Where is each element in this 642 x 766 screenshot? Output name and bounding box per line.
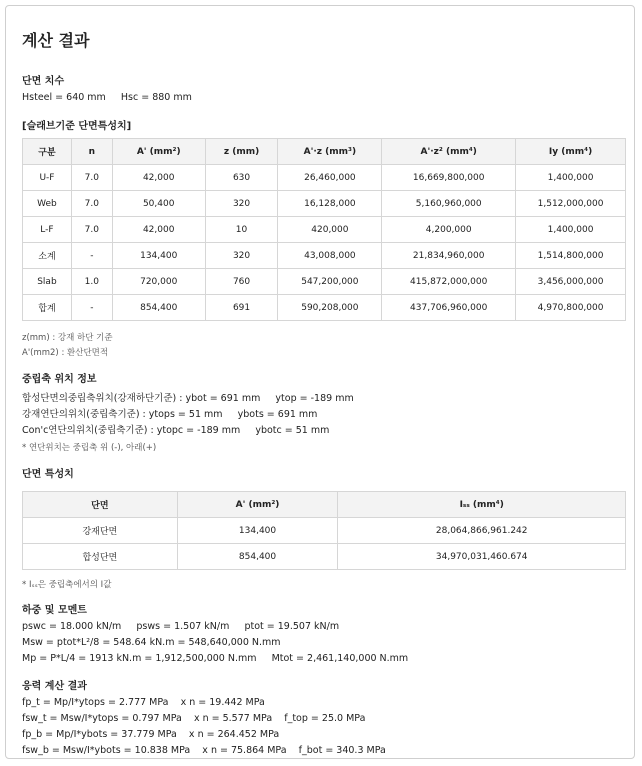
neutral-axis-line: 강재연단의위치(중립축기준) : ytops = 51 mm ybots = 691 mm xyxy=(22,409,318,420)
cell: 854,400 xyxy=(177,544,338,570)
slab-props-note: z(mm) : 강재 하단 기준 xyxy=(22,333,113,343)
cell: 합성단면 xyxy=(23,544,178,570)
cell: 소계 xyxy=(23,243,72,269)
table-row xyxy=(23,544,626,570)
results-panel xyxy=(5,5,635,759)
loads-line: pswc = 18.000 kN/m psws = 1.507 kN/m ptot = 19.507 kN/m xyxy=(22,621,340,632)
col-header: A' (mm²) xyxy=(112,139,205,165)
table-row xyxy=(23,243,626,269)
table-row xyxy=(23,217,626,243)
cell: 691 xyxy=(205,295,278,321)
table-header-row xyxy=(23,492,626,518)
cell: 7.0 xyxy=(71,217,112,243)
neutral-axis-heading: 중립축 위치 정보 xyxy=(22,374,97,385)
neutral-axis-line: 합성단면의중립축위치(강재하단기준) : ybot = 691 mm ytop = -189 mm xyxy=(22,393,354,404)
table-row xyxy=(23,518,626,544)
col-header: Iₛₛ (mm⁴) xyxy=(338,492,626,518)
cell: Web xyxy=(23,191,72,217)
loads-heading: 하중 및 모멘트 xyxy=(22,605,87,616)
cell: 437,706,960,000 xyxy=(382,295,516,321)
cell: 50,400 xyxy=(112,191,205,217)
col-header: Iy (mm⁴) xyxy=(516,139,626,165)
cell: 415,872,000,000 xyxy=(382,269,516,295)
table-row xyxy=(23,295,626,321)
cell: 760 xyxy=(205,269,278,295)
cell: 547,200,000 xyxy=(278,269,382,295)
cell: 854,400 xyxy=(112,295,205,321)
col-header: 구분 xyxy=(23,139,72,165)
cell: 42,000 xyxy=(112,217,205,243)
table-row xyxy=(23,191,626,217)
section-props-note: * Iₛₛ은 중립축에서의 I값 xyxy=(22,580,112,590)
cell: 134,400 xyxy=(112,243,205,269)
cell: 590,208,000 xyxy=(278,295,382,321)
table-row xyxy=(23,269,626,295)
loads-line: Mp = P*L/4 = 1913 kN.m = 1,912,500,000 N.mm Mtot = 2,461,140,000 N.mm xyxy=(22,653,409,664)
cell: 7.0 xyxy=(71,191,112,217)
section-dims-heading: 단면 치수 xyxy=(22,76,65,87)
cell: 1,400,000 xyxy=(516,165,626,191)
cell: 10 xyxy=(205,217,278,243)
cell: 1,512,000,000 xyxy=(516,191,626,217)
cell: 3,456,000,000 xyxy=(516,269,626,295)
cell: 합계 xyxy=(23,295,72,321)
neutral-axis-note: * 연단위치는 중립축 위 (-), 아래(+) xyxy=(22,443,157,453)
page-title: 계산 결과 xyxy=(22,31,90,50)
cell: 26,460,000 xyxy=(278,165,382,191)
stress-line: fsw_b = Msw/I*ybots = 10.838 MPa x n = 75.864 MPa f_bot = 340.3 MPa xyxy=(22,745,386,756)
stress-line: fsw_t = Msw/I*ytops = 0.797 MPa x n = 5.577 MPa f_top = 25.0 MPa xyxy=(22,713,366,724)
cell: 4,200,000 xyxy=(382,217,516,243)
cell: - xyxy=(71,243,112,269)
col-header: n xyxy=(71,139,112,165)
cell: 21,834,960,000 xyxy=(382,243,516,269)
slab-props-table xyxy=(22,138,626,321)
cell: - xyxy=(71,295,112,321)
col-header: 단면 xyxy=(23,492,178,518)
cell: 7.0 xyxy=(71,165,112,191)
stress-heading: 응력 계산 결과 xyxy=(22,681,87,692)
neutral-axis-line: Con'c연단의위치(중립축기준) : ytopc = -189 mm ybotc = 51 mm xyxy=(22,425,330,436)
cell: 420,000 xyxy=(278,217,382,243)
cell: 강재단면 xyxy=(23,518,178,544)
stress-line: fp_t = Mp/I*ytops = 2.777 MPa x n = 19.442 MPa xyxy=(22,697,265,708)
cell: 1,400,000 xyxy=(516,217,626,243)
cell: 1.0 xyxy=(71,269,112,295)
section-dims-line: Hsteel = 640 mm Hsc = 880 mm xyxy=(22,92,192,103)
table-row xyxy=(23,165,626,191)
cell: 630 xyxy=(205,165,278,191)
section-props-heading: 단면 특성치 xyxy=(22,469,74,480)
col-header: z (mm) xyxy=(205,139,278,165)
cell: 320 xyxy=(205,243,278,269)
cell: 720,000 xyxy=(112,269,205,295)
cell: 43,008,000 xyxy=(278,243,382,269)
cell: L-F xyxy=(23,217,72,243)
cell: 42,000 xyxy=(112,165,205,191)
slab-props-note: A'(mm2) : 환산단면적 xyxy=(22,348,109,358)
slab-props-heading: [슬래브기준 단면특성치] xyxy=(22,121,132,132)
col-header: A'·z (mm³) xyxy=(278,139,382,165)
cell: 320 xyxy=(205,191,278,217)
cell: 34,970,031,460.674 xyxy=(338,544,626,570)
loads-line: Msw = ptot*L²/8 = 548.64 kN.m = 548,640,000 N.mm xyxy=(22,637,281,648)
cell: 4,970,800,000 xyxy=(516,295,626,321)
cell: U-F xyxy=(23,165,72,191)
cell: 134,400 xyxy=(177,518,338,544)
stress-line: fp_b = Mp/I*ybots = 37.779 MPa x n = 264.452 MPa xyxy=(22,729,280,740)
cell: 1,514,800,000 xyxy=(516,243,626,269)
col-header: A'·z² (mm⁴) xyxy=(382,139,516,165)
cell: 5,160,960,000 xyxy=(382,191,516,217)
col-header: A' (mm²) xyxy=(177,492,338,518)
cell: 16,128,000 xyxy=(278,191,382,217)
cell: Slab xyxy=(23,269,72,295)
section-props-table xyxy=(22,491,626,570)
table-header-row xyxy=(23,139,626,165)
cell: 16,669,800,000 xyxy=(382,165,516,191)
cell: 28,064,866,961.242 xyxy=(338,518,626,544)
